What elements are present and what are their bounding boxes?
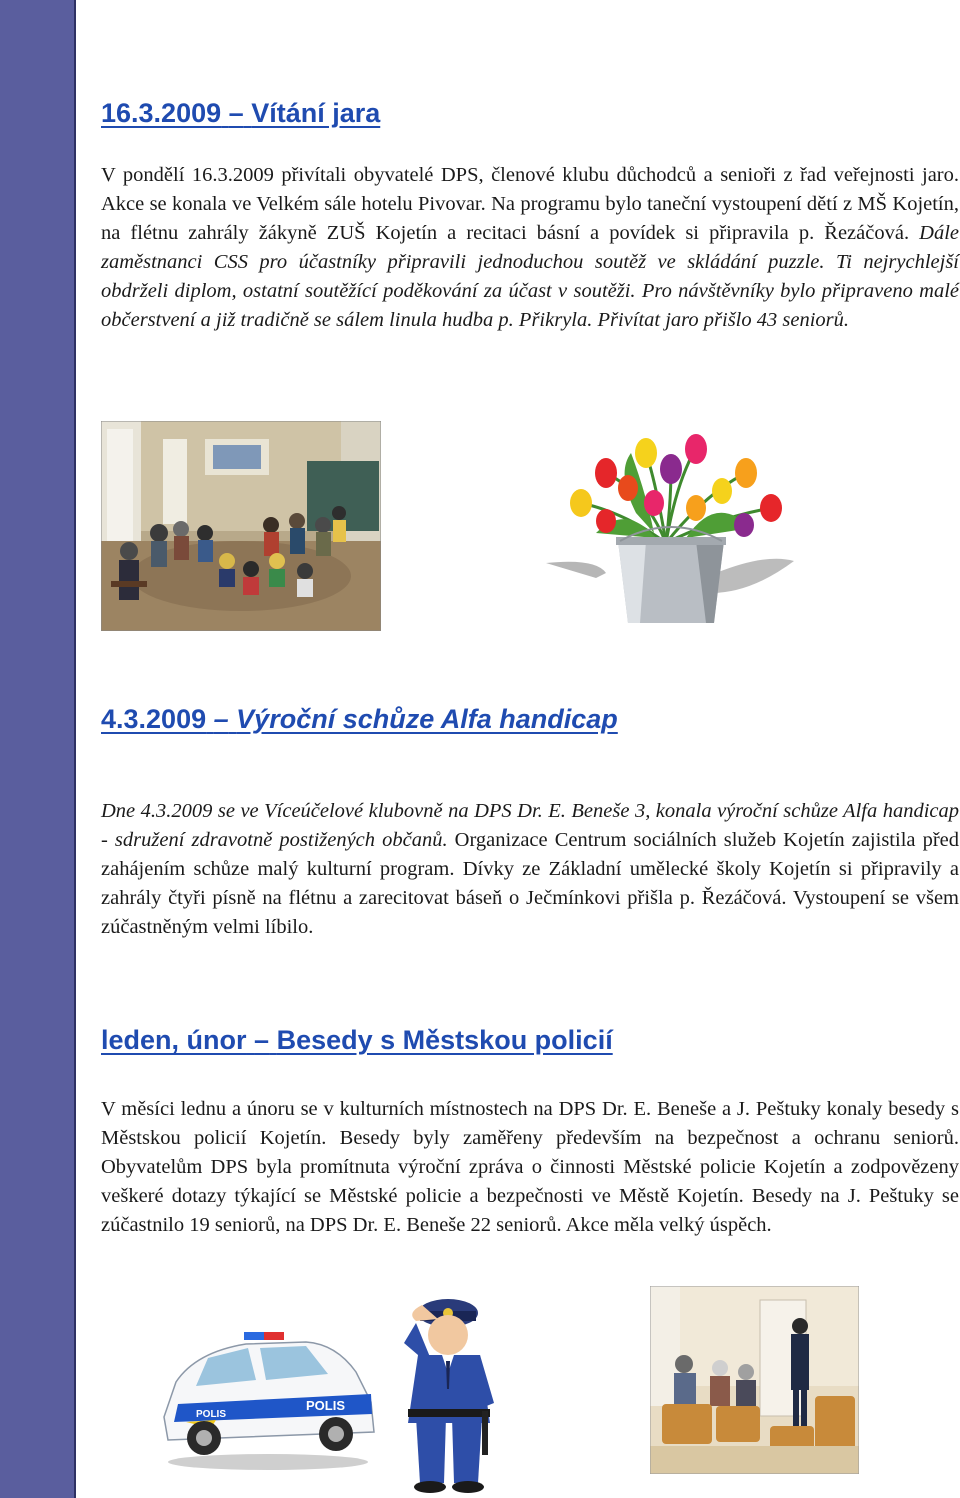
section-text-besedy-policie: V měsíci lednu a únoru se v kulturních místnostech na DPS Dr. E. Beneše a J. Peštuky konaly besedy s Městskou policií Kojetín. Besedy byly zaměřeny především na bezpečnost a ochranu seniorů. Obyvatelům DPS byla promítnuta výroční zpráva o činnosti Městské policie Kojetín a zodpovězeny veškeré dotazy týkající se Městské policie a bezpečnosti ve Městě Kojetín. Besedy na J. Peštuky se zúčastnilo 19 seniorů, na DPS Dr. E. Beneše 22 seniorů. Akce měla velký úspěch.: [101, 1098, 959, 1236]
section-text-vitani-jara: V pondělí 16.3.2009 přivítali obyvatelé DPS, členové klubu důchodců a senioři z řad veřejnosti jaro. Akce se konala ve Velkém sále hotelu Pivovar. Na programu bylo taneční vystoupení dětí z MŠ Kojetín, na flétnu zahrály žákyně ZUŠ Kojetín a recitaci básní a povídek si připravila p. Řezáčová. Dále zaměstnanci CSS pro účastníky připravili jednoduchou soutěž ve skládání puzzle. Ti nejrychlejší obdrželi diplom, ostatní soutěžící poděkování za účast v soutěži. Pro návštěvníky bylo připraveno malé občerstvení a již tradičně se sálem linula hudba p. Přikryla. Přivítat jaro přišlo 43 seniorů.: [101, 164, 959, 331]
left-margin-bar: [0, 0, 76, 1498]
section-heading-vyrocni-schuze: 4.3.2009 – Výroční schůze Alfa handicap: [101, 704, 618, 734]
police-car-label: POLIS: [306, 1398, 346, 1413]
tulip-bucket-image: [536, 433, 796, 633]
police-car-label-side: POLIS: [196, 1409, 227, 1420]
police-car-image: [156, 1322, 381, 1472]
section-text-vyrocni-schuze: Dne 4.3.2009 se ve Víceúčelové klubovně na DPS Dr. E. Beneše 3, konala výroční schůze Alfa handicap - sdružení zdravotně postižených občanů. Organizace Centrum sociálních služeb Kojetín zajistila před zahájením schůze malý kulturní program. Dívky ze Základní umělecké školy Kojetín si připravily a zahrály čtyři písně na flétnu a zarecitovat báseň o Ječmínkovi přišla p. Řezáčová. Vystoupení se všem zúčastněným velmi líbilo.: [101, 800, 959, 938]
section-heading-vitani-jara: 16.3.2009 – Vítání jara: [101, 98, 381, 128]
policeman-cartoon-image: [386, 1283, 516, 1498]
section-heading-besedy-policie: leden, únor – Besedy s Městskou policií: [101, 1025, 613, 1055]
photo-hall-celebration: [101, 421, 381, 631]
photo-police-lecture: [650, 1286, 859, 1474]
